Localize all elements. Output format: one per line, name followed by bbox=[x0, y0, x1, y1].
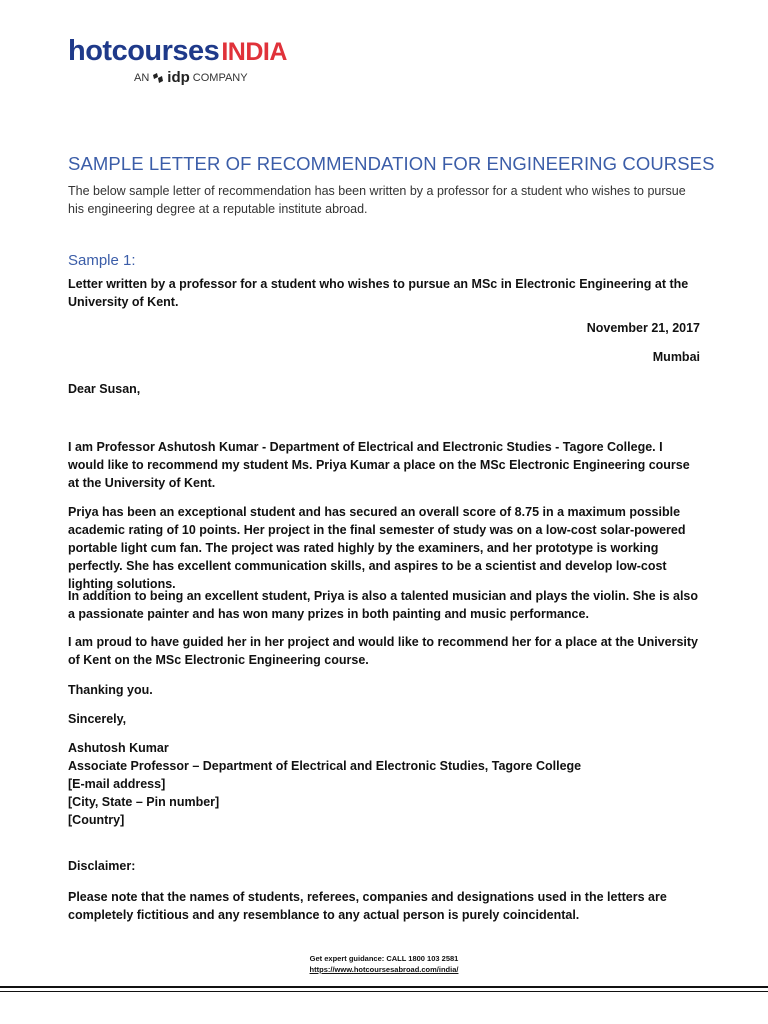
letter-paragraph: I am Professor Ashutosh Kumar - Department of Electrical and Electronic Studies - Tagore College. I would like to recommend my student Ms. Priya Kumar a place on the MSc Electronic Engineering course at the University of Kent. bbox=[68, 440, 690, 490]
logo-tagline-brand: idp bbox=[167, 69, 190, 86]
logo-tagline-suffix: COMPANY bbox=[192, 71, 248, 84]
signature-position: Associate Professor – Department of Electrical and Electronic Studies, Tagore College bbox=[68, 759, 582, 773]
letter-thanks: Thanking you. bbox=[68, 683, 153, 697]
page-title: SAMPLE LETTER OF RECOMMENDATION FOR ENGINEERING COURSES bbox=[68, 153, 715, 174]
footer-guidance: Get expert guidance: CALL 1800 103 2581 bbox=[309, 954, 459, 963]
disclaimer-body: Please note that the names of students, referees, companies and designations used in the letters are completely fictitious and any resemblance to any actual person is purely coincidental. bbox=[68, 890, 667, 922]
idp-logo-icon bbox=[152, 72, 164, 84]
sample-description: Letter written by a professor for a student who wishes to pursue an MSc in Electronic Engineering at the University of Kent. bbox=[68, 277, 689, 309]
letter-city: Mumbai bbox=[652, 350, 700, 364]
logo-wordmark bbox=[68, 34, 287, 69]
footer-link[interactable]: https://www.hotcoursesabroad.com/india/ bbox=[309, 965, 459, 974]
signature-name: Ashutosh Kumar bbox=[68, 741, 169, 755]
letter-closing: Sincerely, bbox=[68, 712, 127, 726]
hotcourses-logo bbox=[68, 34, 287, 86]
page-footer bbox=[0, 953, 768, 975]
letter-paragraph: Priya has been an exceptional student and has secured an overall score of 8.75 in a maximum possible academic rating of 10 points. Her project in the final semester of study was on a low-cost solar-powered portable light cum fan. The project was rated highly by the examiners, and her prototype is working perfectly. She has excellent communication skills, and aspires to be a scientist and develop low-cost lighting solutions. bbox=[68, 505, 686, 591]
disclaimer-heading: Disclaimer: bbox=[68, 859, 136, 873]
signature-block bbox=[68, 739, 700, 829]
logo-tagline bbox=[134, 69, 287, 86]
logo-tagline-prefix: AN bbox=[134, 71, 150, 84]
signature-email: [E-mail address] bbox=[68, 777, 166, 791]
intro-text: The below sample letter of recommendation has been written by a professor for a student who wishes to pursue his engineering degree at a reputable institute abroad. bbox=[68, 184, 686, 216]
letter-date: November 21, 2017 bbox=[586, 321, 700, 335]
sample-heading: Sample 1: bbox=[68, 252, 136, 269]
signature-address: [City, State – Pin number] bbox=[68, 795, 220, 809]
letter-paragraph: I am proud to have guided her in her project and would like to recommend her for a place at the University of Kent on the MSc Electronic Engineering course. bbox=[68, 635, 698, 667]
letter-paragraph: In addition to being an excellent student, Priya is also a talented musician and plays the violin. She is also a passionate painter and has won many prizes in both painting and music performance. bbox=[68, 589, 699, 621]
logo-brand: hotcourses bbox=[68, 35, 220, 67]
signature-country: [Country] bbox=[68, 813, 125, 827]
footer-divider-thin bbox=[0, 991, 768, 992]
logo-region: INDIA bbox=[221, 38, 287, 66]
footer-divider bbox=[0, 986, 768, 988]
letter-salutation: Dear Susan, bbox=[68, 382, 141, 396]
